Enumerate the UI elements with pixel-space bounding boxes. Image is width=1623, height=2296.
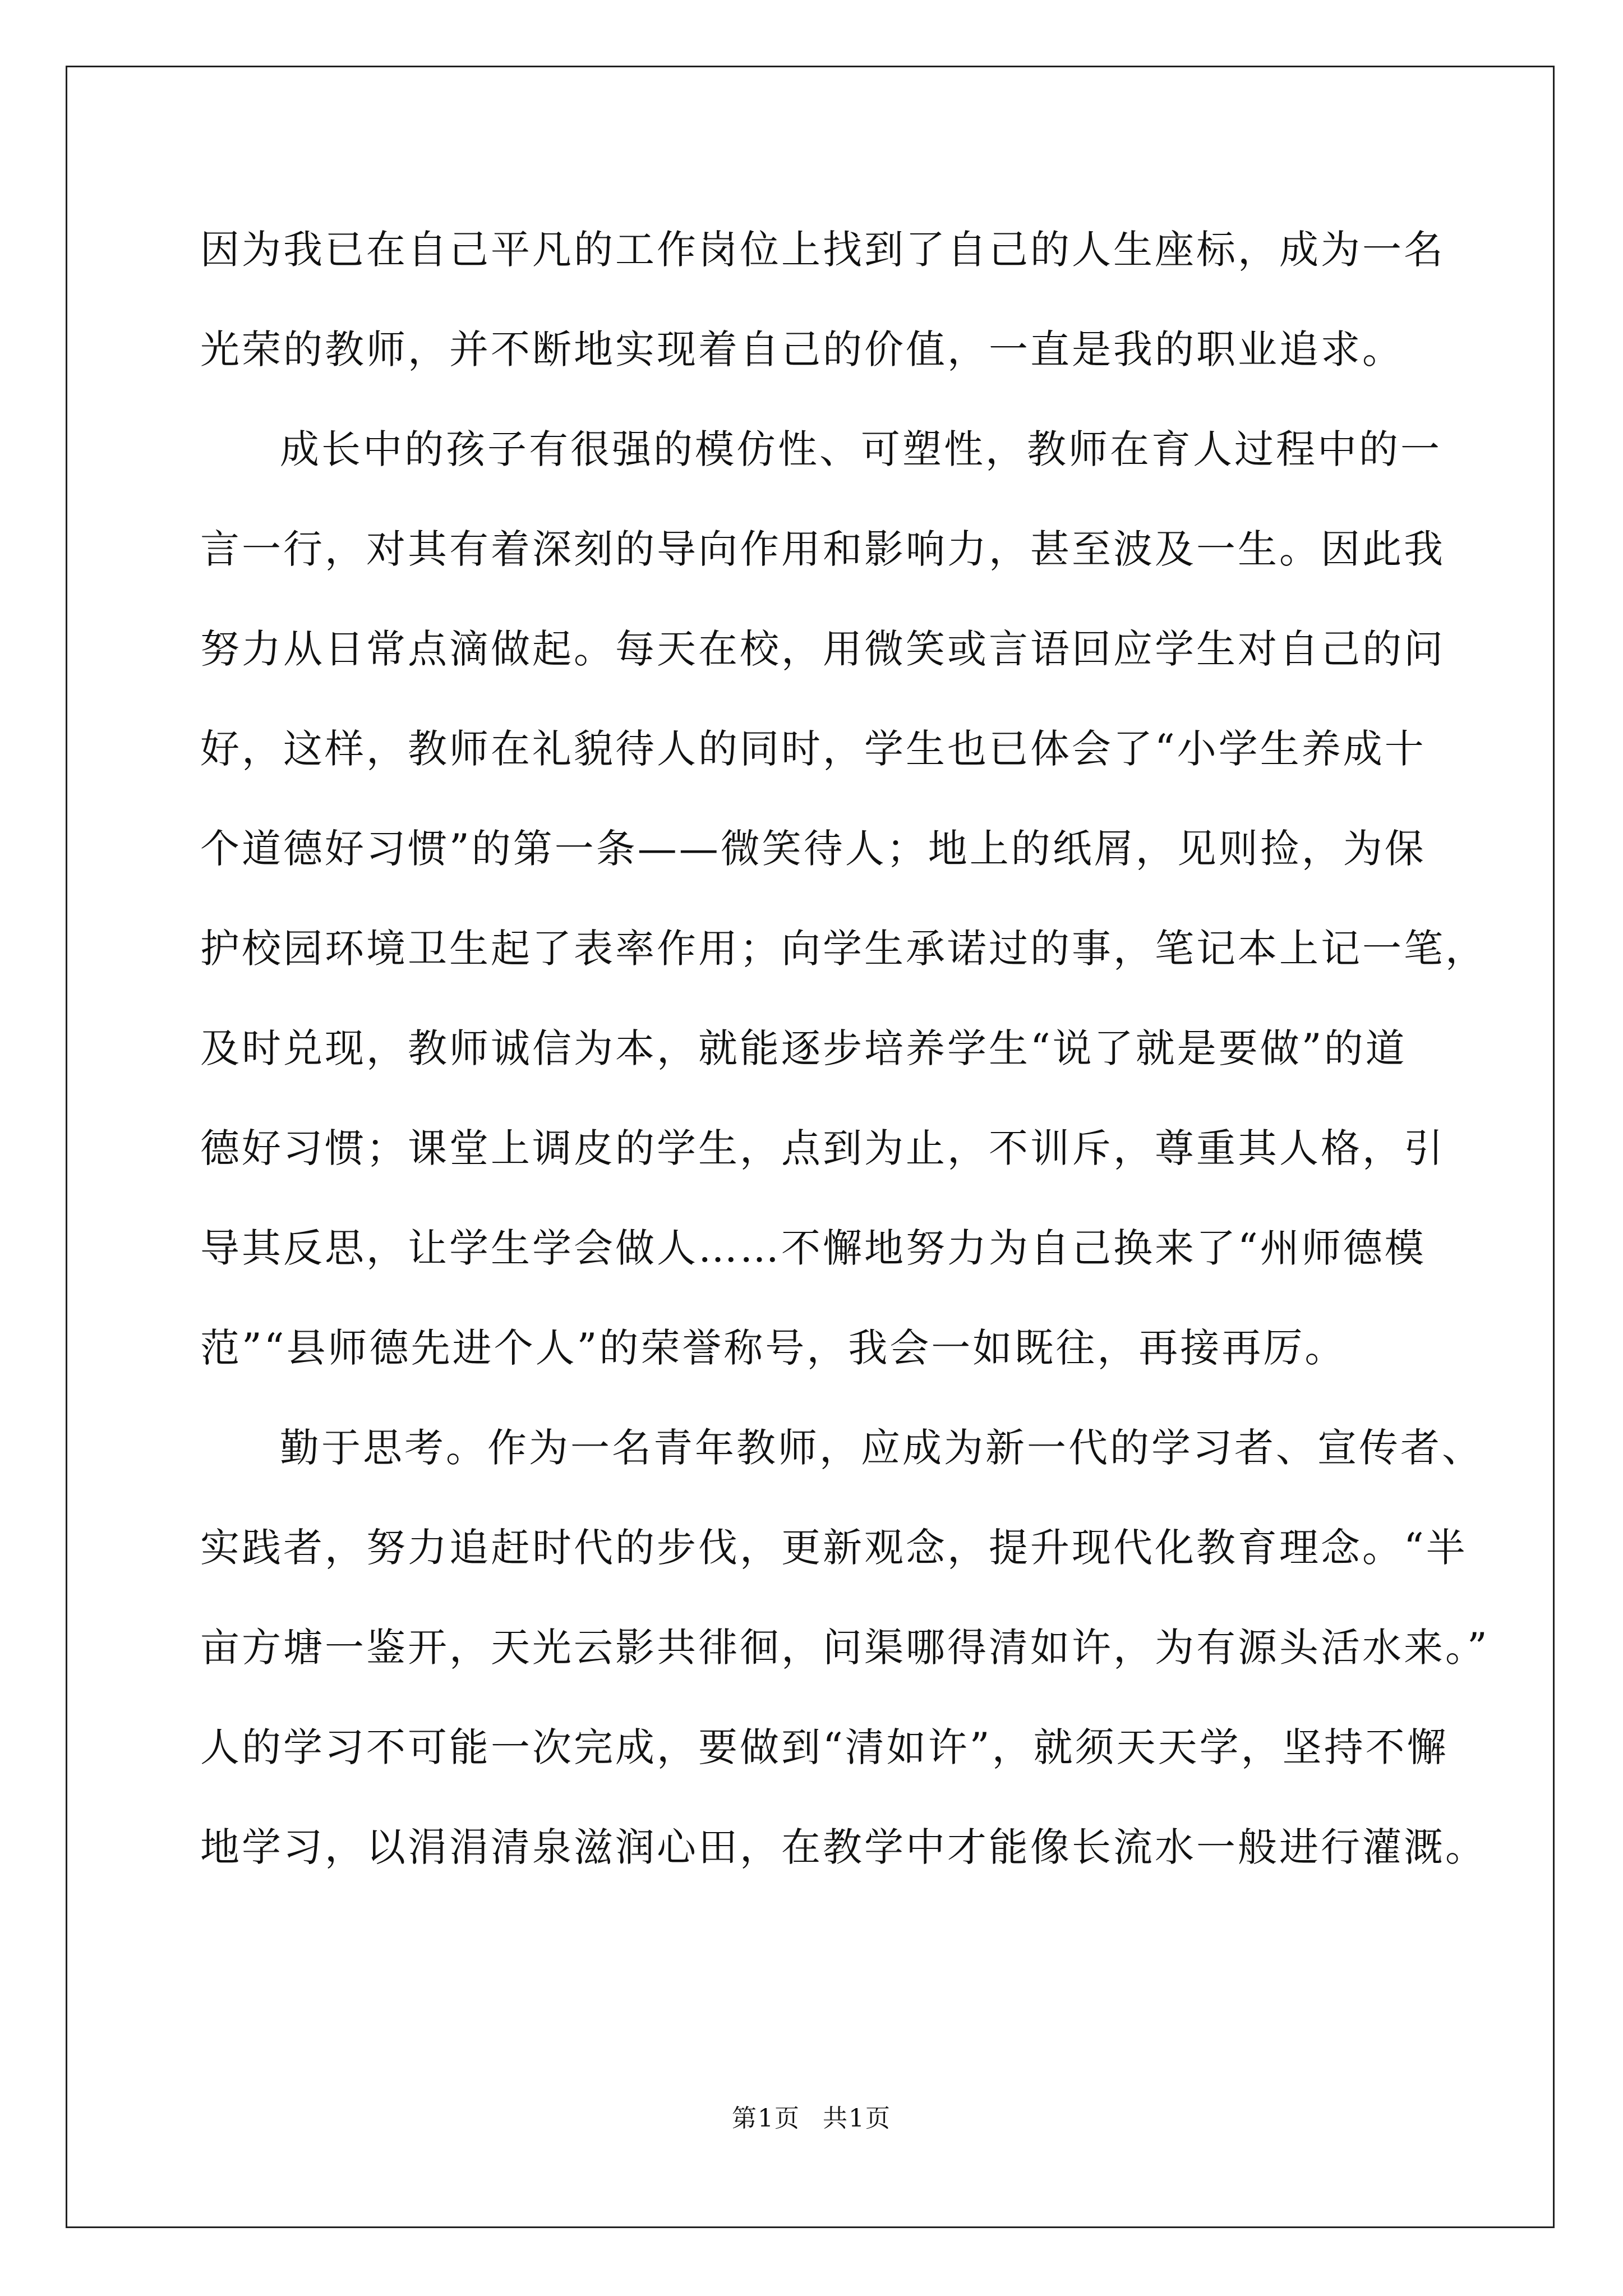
paragraph-start-line: 成长中的孩子有很强的模仿性、可塑性，教师在育人过程中的一 xyxy=(280,426,1442,472)
text-line: 言一行，对其有着深刻的导向作用和影响力，甚至波及一生。因此我 xyxy=(200,526,1445,572)
text-line: 努力从日常点滴做起。每天在校，用微笑或言语回应学生对自己的问 xyxy=(200,626,1445,672)
text-line: 地学习，以涓涓清泉滋润心田，在教学中才能像长流水一般进行灌溉。 xyxy=(200,1824,1487,1870)
text-line: 因为我已在自己平凡的工作岗位上找到了自己的人生座标，成为一名 xyxy=(200,227,1445,273)
page-total: 共1页 xyxy=(823,2104,891,2133)
paragraph-start-line: 勤于思考。作为一名青年教师，应成为新一代的学习者、宣传者、 xyxy=(280,1425,1483,1471)
text-line: 人的学习不可能一次完成，要做到“清如许”，就须天天学，坚持不懈 xyxy=(200,1724,1449,1770)
page-number: 第1页 xyxy=(732,2104,800,2133)
text-line: 实践者，努力追赶时代的步伐，更新观念，提升现代化教育理念。“半 xyxy=(200,1525,1468,1571)
text-line: 好，这样，教师在礼貌待人的同时，学生也已体会了“小学生养成十 xyxy=(200,726,1426,772)
text-line: 护校园环境卫生起了表率作用；向学生承诺过的事，笔记本上记一笔， xyxy=(200,926,1487,972)
document-body xyxy=(200,222,1490,1919)
text-line: 导其反思，让学生学会做人……不懈地努力为自己换来了“州师德模 xyxy=(200,1225,1426,1271)
text-line: 德好习惯；课堂上调皮的学生，点到为止，不训斥，尊重其人格，引 xyxy=(200,1125,1445,1171)
text-line: 个道德好习惯”的第一条——微笑待人；地上的纸屑，见则捡，为保 xyxy=(200,826,1426,872)
text-line: 及时兑现，教师诚信为本，就能逐步培养学生“说了就是要做”的道 xyxy=(200,1025,1407,1071)
text-line: 范”“县师德先进个人”的荣誉称号，我会一如既往，再接再厉。 xyxy=(200,1325,1347,1371)
text-line: 光荣的教师，并不断地实现着自己的价值，一直是我的职业追求。 xyxy=(200,326,1404,372)
text-line: 亩方塘一鉴开，天光云影共徘徊，问渠哪得清如许，为有源头活水来。” xyxy=(200,1625,1490,1671)
page-footer xyxy=(0,2098,1623,2134)
